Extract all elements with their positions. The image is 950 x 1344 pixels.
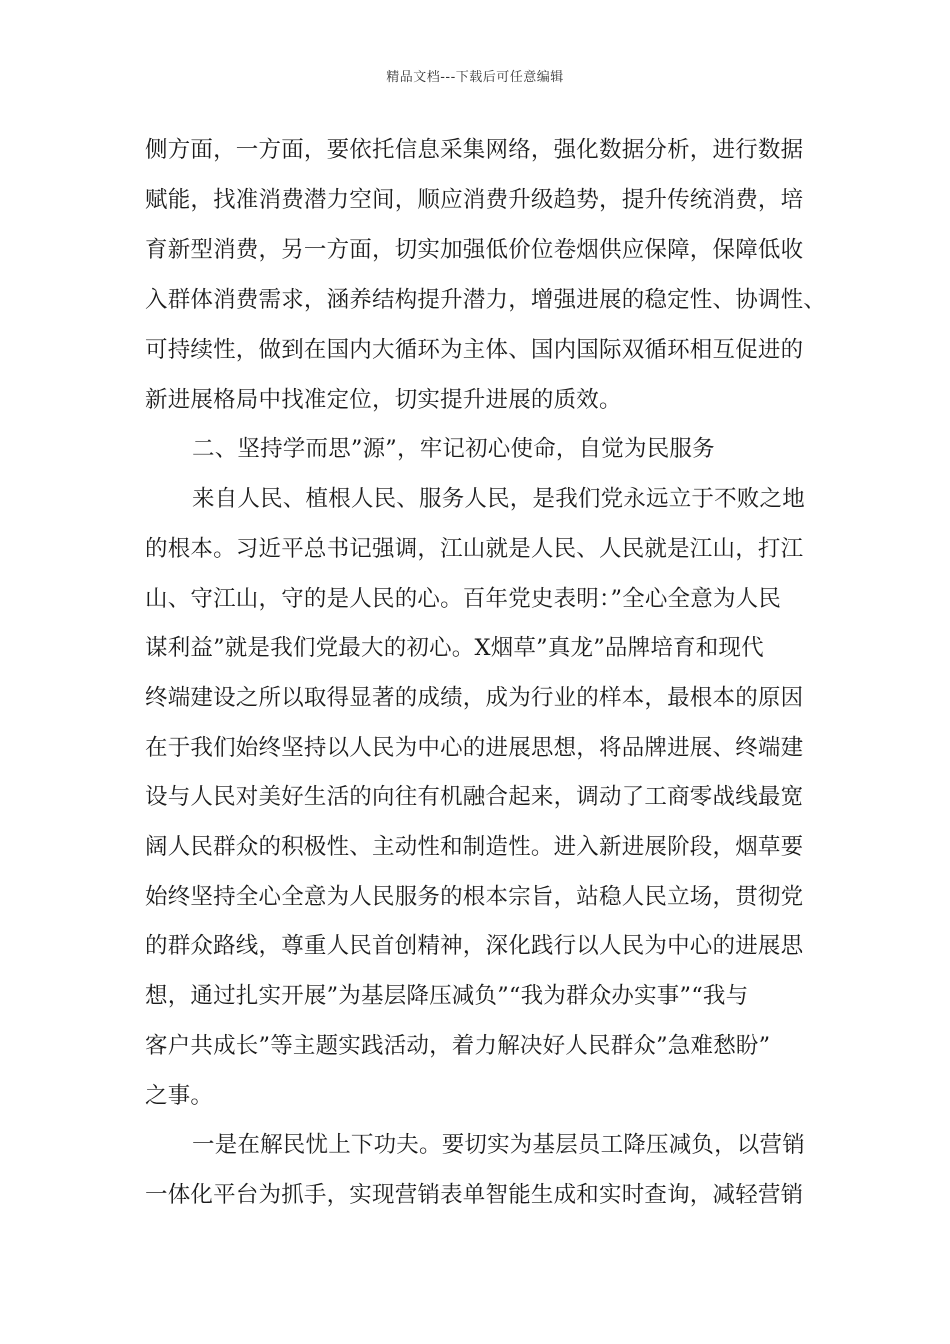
text-line: 客户共成长”等主题实践活动，着力解决好人民群众”急难愁盼” xyxy=(145,1033,771,1059)
text-line: 可持续性，做到在国内大循环为主体、国内国际双循环相互促进的 xyxy=(145,337,804,363)
page-header: 精品文档---下载后可任意编辑 xyxy=(386,70,564,85)
text-line: 山、守江山，守的是人民的心。百年党史表明：”全心全意为人民 xyxy=(145,586,782,612)
text-line: 的群众路线，尊重人民首创精神，深化践行以人民为中心的进展思 xyxy=(145,933,804,959)
text-line: 育新型消费，另一方面，切实加强低价位卷烟供应保障，保障低收 xyxy=(145,237,804,263)
section-heading: 二、坚持学而思”源”，牢记初心使命，自觉为民服务 xyxy=(192,436,715,462)
text-line: 新进展格局中找准定位，切实提升进展的质效。 xyxy=(145,387,622,413)
text-line: 在于我们始终坚持以人民为中心的进展思想，将品牌进展、终端建 xyxy=(145,735,804,761)
text-line: 来自人民、植根人民、服务人民，是我们党永远立于不败之地 xyxy=(192,486,805,512)
text-line: 一是在解民忧上下功夫。要切实为基层员工降压减负，以营销 xyxy=(192,1132,805,1158)
text-line: 谋利益”就是我们党最大的初心。X烟草”真龙”品牌培育和现代 xyxy=(145,635,764,661)
text-line: 阔人民群众的积极性、主动性和制造性。进入新进展阶段，烟草要 xyxy=(145,834,804,860)
text-line: 想，通过扎实开展”为基层降压减负”“我为群众办实事”“我与 xyxy=(145,983,749,1009)
text-line: 侧方面，一方面，要依托信息采集网络，强化数据分析，进行数据 xyxy=(145,137,804,163)
text-line: 终端建设之所以取得显著的成绩，成为行业的样本，最根本的原因 xyxy=(145,685,804,711)
text-line: 的根本。习近平总书记强调，江山就是人民、人民就是江山，打江 xyxy=(145,536,804,562)
text-line: 一体化平台为抓手，实现营销表单智能生成和实时查询，减轻营销 xyxy=(145,1182,804,1208)
text-line: 入群体消费需求，涵养结构提升潜力，增强进展的稳定性、协调性、 xyxy=(145,287,827,313)
text-line: 之事。 xyxy=(145,1083,214,1109)
text-line: 设与人民对美好生活的向往有机融合起来，调动了工商零战线最宽 xyxy=(145,784,804,810)
text-line: 始终坚持全心全意为人民服务的根本宗旨，站稳人民立场，贯彻党 xyxy=(145,884,804,910)
text-line: 赋能，找准消费潜力空间，顺应消费升级趋势，提升传统消费，培 xyxy=(145,187,804,213)
